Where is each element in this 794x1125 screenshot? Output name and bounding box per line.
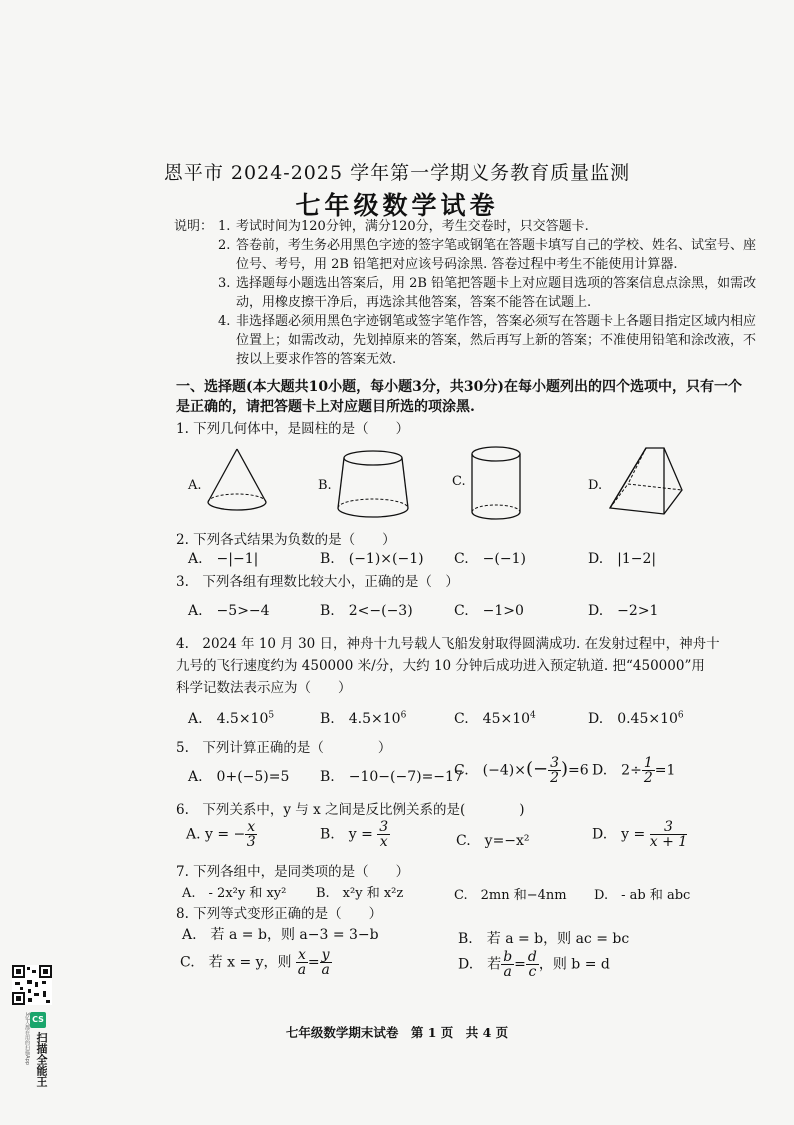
- q3-option-c: C. −1>0: [454, 603, 524, 619]
- q1-option-b-label: B.: [318, 478, 332, 493]
- q4-option-b: B. $4.5\times 10^6$: [320, 710, 407, 727]
- page-footer: 七年级数学期末试卷 第 1 页 共 4 页: [285, 1025, 509, 1040]
- question-2-stem: 2. 下列各式结果为负数的是（ ）: [176, 532, 396, 548]
- q2-option-d: D. |1−2|: [588, 551, 657, 567]
- question-4-stem-line1: 4. 2024 年 10 月 30 日，神舟十九号载人飞船发射取得圆满成功. 在发射过程中，神舟十: [176, 636, 720, 652]
- question-5-stem: 5. 下列计算正确的是（ ）: [176, 740, 392, 756]
- cylinder-figure: [468, 444, 524, 526]
- instruction-item: 1. 考试时间为120分钟，满分120分，考生交卷时，只交答题卡.: [218, 219, 589, 234]
- scanner-brand: 扫描全能王: [35, 1032, 48, 1087]
- q3-option-d: D. −2>1: [588, 603, 659, 619]
- question-8-stem: 8. 下列等式变形正确的是（ ）: [176, 906, 383, 922]
- q1-option-d-label: D.: [588, 478, 603, 493]
- q2-option-c: C. −(−1): [454, 551, 526, 567]
- q7-option-b: B. x²y 和 x²z: [316, 886, 404, 901]
- section-heading: 一、选择题(本大题共10小题，每小题3分，共30分)在每小题列出的四个选项中，只有一个是正确的，请把答题卡上对应题目所选的项涂黑.: [176, 379, 742, 415]
- q6-option-b: B. y = $\frac{3}{x}$: [320, 819, 389, 850]
- q7-option-d: D. - ab 和 abc: [594, 888, 691, 903]
- question-7-stem: 7. 下列各组中，是同类项的是（ ）: [176, 864, 410, 880]
- q8-option-b: B. 若 a = b，则 ac = bc: [458, 931, 630, 947]
- q5-option-b: B. −10−(−7)=−17: [320, 769, 463, 785]
- q6-option-a: A. y = − $\frac{x}{3}$: [186, 819, 256, 850]
- q8-option-d: D. 若 $\frac{b}{a}$ = $\frac{d}{c}$ ，则 b = d: [458, 949, 610, 980]
- question-4-stem-line3: 科学记数法表示应为（ ）: [176, 680, 352, 696]
- q2-option-a: A. −|−1|: [188, 551, 259, 567]
- instructions-label: 说明：: [174, 219, 214, 234]
- q8-option-a: A. 若 a = b，则 a−3 = 3−b: [182, 927, 379, 943]
- question-3-stem: 3. 下列各组有理数比较大小，正确的是（ ）: [176, 574, 459, 590]
- q3-option-a: A. −5>−4: [188, 603, 270, 619]
- frustum-figure: [334, 448, 412, 524]
- q3-option-b: B. 2<−(−3): [320, 603, 413, 619]
- q6-option-d: D. y = $\frac{3}{x + 1}$: [592, 819, 688, 850]
- instruction-item: 4. 非选择题必须用黑色字迹钢笔或签字笔作答，答案必须写在答题卡上各题目指定区域内相应位置上；如需改动，先划掉原来的答案，然后再写上新的答案；不准使用铅笔和涂改液，不按以上要求作答的答案无效.: [218, 314, 757, 367]
- q6-option-c: C. y=−x²: [456, 833, 530, 849]
- q7-option-c: C. 2mn 和−4nm: [454, 888, 567, 903]
- q4-option-d: D. $0.45\times 10^6$: [588, 710, 684, 727]
- question-4-stem-line2: 九号的飞行速度约为 450000 米/分，大约 10 分钟后成功进入预定轨道. 把“450000”用: [176, 658, 705, 674]
- q4-option-c: C. $45\times 10^4$: [454, 710, 536, 727]
- triangular-prism-figure: [602, 444, 688, 524]
- instruction-item: 3. 选择题每小题选出答案后，用 2B 铅笔把答题卡上对应题目选项的答案信息点涂黑，如需改动，用橡皮擦干净后，再选涂其他答案，答案不能答在试题上.: [218, 276, 757, 310]
- q7-option-a: A. - 2x²y 和 xy²: [182, 886, 287, 901]
- q8-option-c: C. 若 x = y，则 $\frac{x}{a}$ = $\frac{y}{a}$: [180, 947, 330, 978]
- scanner-tagline: 3亿人都在用的扫描App: [24, 1012, 30, 1065]
- scanner-watermark: [24, 1012, 52, 1112]
- exam-header-line1: 恩平市 2024-2025 学年第一学期义务教育质量监测: [163, 162, 631, 184]
- q4-option-a: A. $4.5\times 10^5$: [188, 710, 275, 727]
- q1-option-c-label: C.: [452, 474, 466, 489]
- q5-option-a: A. 0+(−5)=5: [188, 769, 290, 785]
- q2-option-b: B. (−1)×(−1): [320, 551, 424, 567]
- q1-option-a-label: A.: [188, 478, 202, 493]
- exam-title: 七年级数学试卷: [295, 191, 499, 220]
- question-1-stem: 1. 下列几何体中，是圆柱的是（ ）: [176, 421, 410, 437]
- instructions-body: [218, 217, 758, 369]
- cs-badge-icon: CS: [30, 1012, 46, 1028]
- q5-option-d: D. 2÷ $\frac{1}{2}$ =1: [592, 755, 676, 786]
- instruction-item: 2. 答卷前，考生务必用黑色字迹的签字笔或钢笔在答题卡填写自己的学校、姓名、试室号、座位号、考号，用 2B 铅笔把对应该号码涂黑. 答卷过程中考生不能使用计算器.: [218, 238, 757, 272]
- q5-option-c: C. (−4)×(− $\frac{3}{2}$ )=6: [454, 755, 589, 786]
- qr-code-icon: [12, 965, 52, 1005]
- question-6-stem: 6. 下列关系中，y 与 x 之间是反比例关系的是( ): [176, 802, 525, 818]
- cone-figure: [204, 446, 270, 518]
